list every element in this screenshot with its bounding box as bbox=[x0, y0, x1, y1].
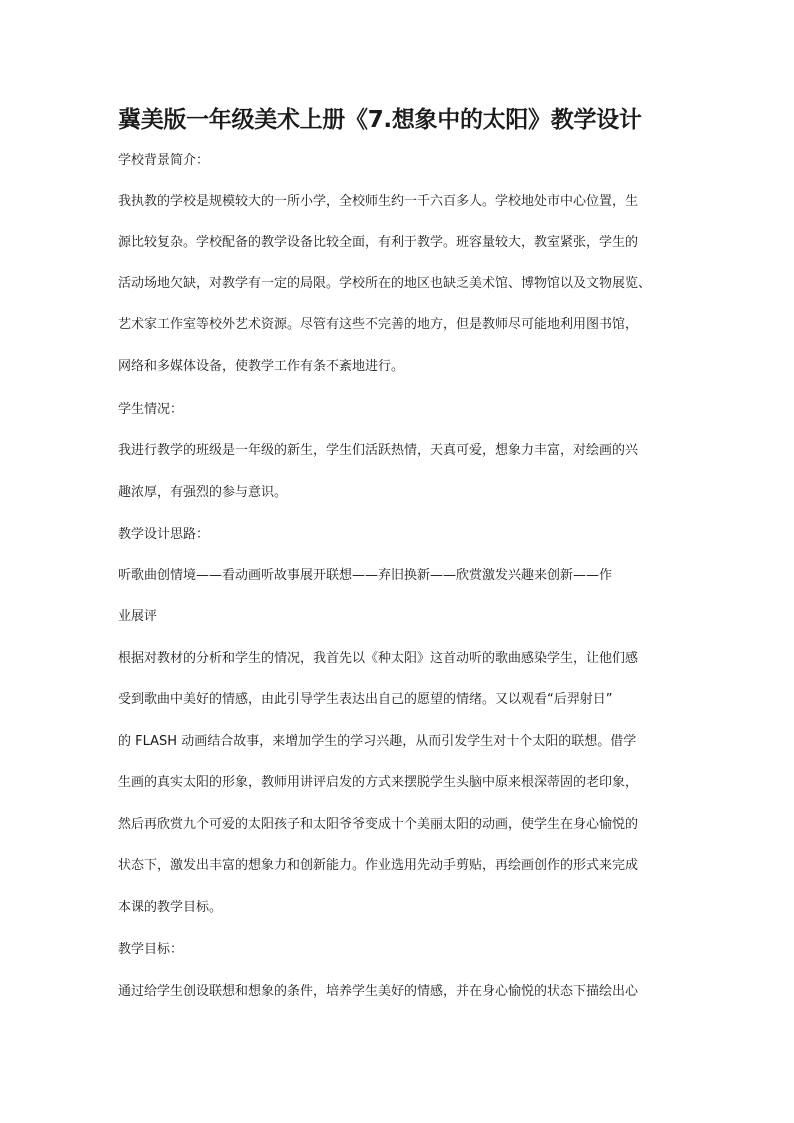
paragraph-line: 通过给学生创设联想和想象的条件，培养学生美好的情感，并在身心愉悦的状态下描绘出心 bbox=[118, 984, 639, 999]
paragraph-line: 业展评 bbox=[118, 609, 158, 624]
paragraph-line: 我进行教学的班级是一年级的新生，学生们活跃热情，天真可爱，想象力丰富，对绘画的兴 bbox=[118, 443, 639, 458]
paragraph-line: 源比较复杂。学校配备的教学设备比较全面，有利于教学。班容量较大，教室紧张，学生的 bbox=[118, 235, 639, 250]
paragraph-line: 生画的真实太阳的形象，教师用讲评启发的方式来摆脱学生头脑中原来根深蒂固的老印象， bbox=[118, 775, 639, 790]
paragraph-line: 的 FLASH 动画结合故事，来增加学生的学习兴趣，从而引发学生对十个太阳的联想。借学 bbox=[118, 734, 637, 749]
paragraph-line: 艺术家工作室等校外艺术资源。尽管有这些不完善的地方，但是教师尽可能地利用图书馆， bbox=[118, 317, 639, 332]
paragraph-line: 趣浓厚，有强烈的参与意识。 bbox=[118, 485, 288, 500]
document-title: 冀美版一年级美术上册《7.想象中的太阳》教学设计 bbox=[118, 107, 642, 133]
paragraph-line: 受到歌曲中美好的情感，由此引导学生表达出自己的愿望的情绪。又以观看“后羿射日” bbox=[118, 692, 613, 707]
section-heading-student-situation: 学生情况： bbox=[118, 402, 184, 417]
paragraph-line: 听歌曲创情境——看动画听故事展开联想——弃旧换新——欣赏激发兴趣来创新——作 bbox=[118, 568, 613, 583]
section-heading-teaching-objectives: 教学目标： bbox=[118, 942, 184, 957]
paragraph-line: 根据对教材的分析和学生的情况，我首先以《种太阳》这首动听的歌曲感染学生，让他们感 bbox=[118, 651, 639, 666]
paragraph-line: 我执教的学校是规模较大的一所小学，全校师生约一千六百多人。学校地处市中心位置，生 bbox=[118, 194, 639, 209]
section-heading-school-background: 学校背景简介： bbox=[118, 153, 210, 168]
paragraph-line: 然后再欣赏九个可爱的太阳孩子和太阳爷爷变成十个美丽太阳的动画，使学生在身心愉悦的 bbox=[118, 817, 639, 832]
paragraph-line: 状态下，激发出丰富的想象力和创新能力。作业选用先动手剪贴，再绘画创作的形式来完成 bbox=[118, 858, 639, 873]
paragraph-line: 活动场地欠缺，对教学有一定的局限。学校所在的地区也缺乏美术馆、博物馆以及文物展览、 bbox=[118, 276, 652, 291]
paragraph-line: 本课的教学目标。 bbox=[118, 900, 223, 915]
paragraph-line: 网络和多媒体设备，使教学工作有条不紊地进行。 bbox=[118, 359, 405, 374]
section-heading-design-approach: 教学设计思路： bbox=[118, 527, 210, 542]
